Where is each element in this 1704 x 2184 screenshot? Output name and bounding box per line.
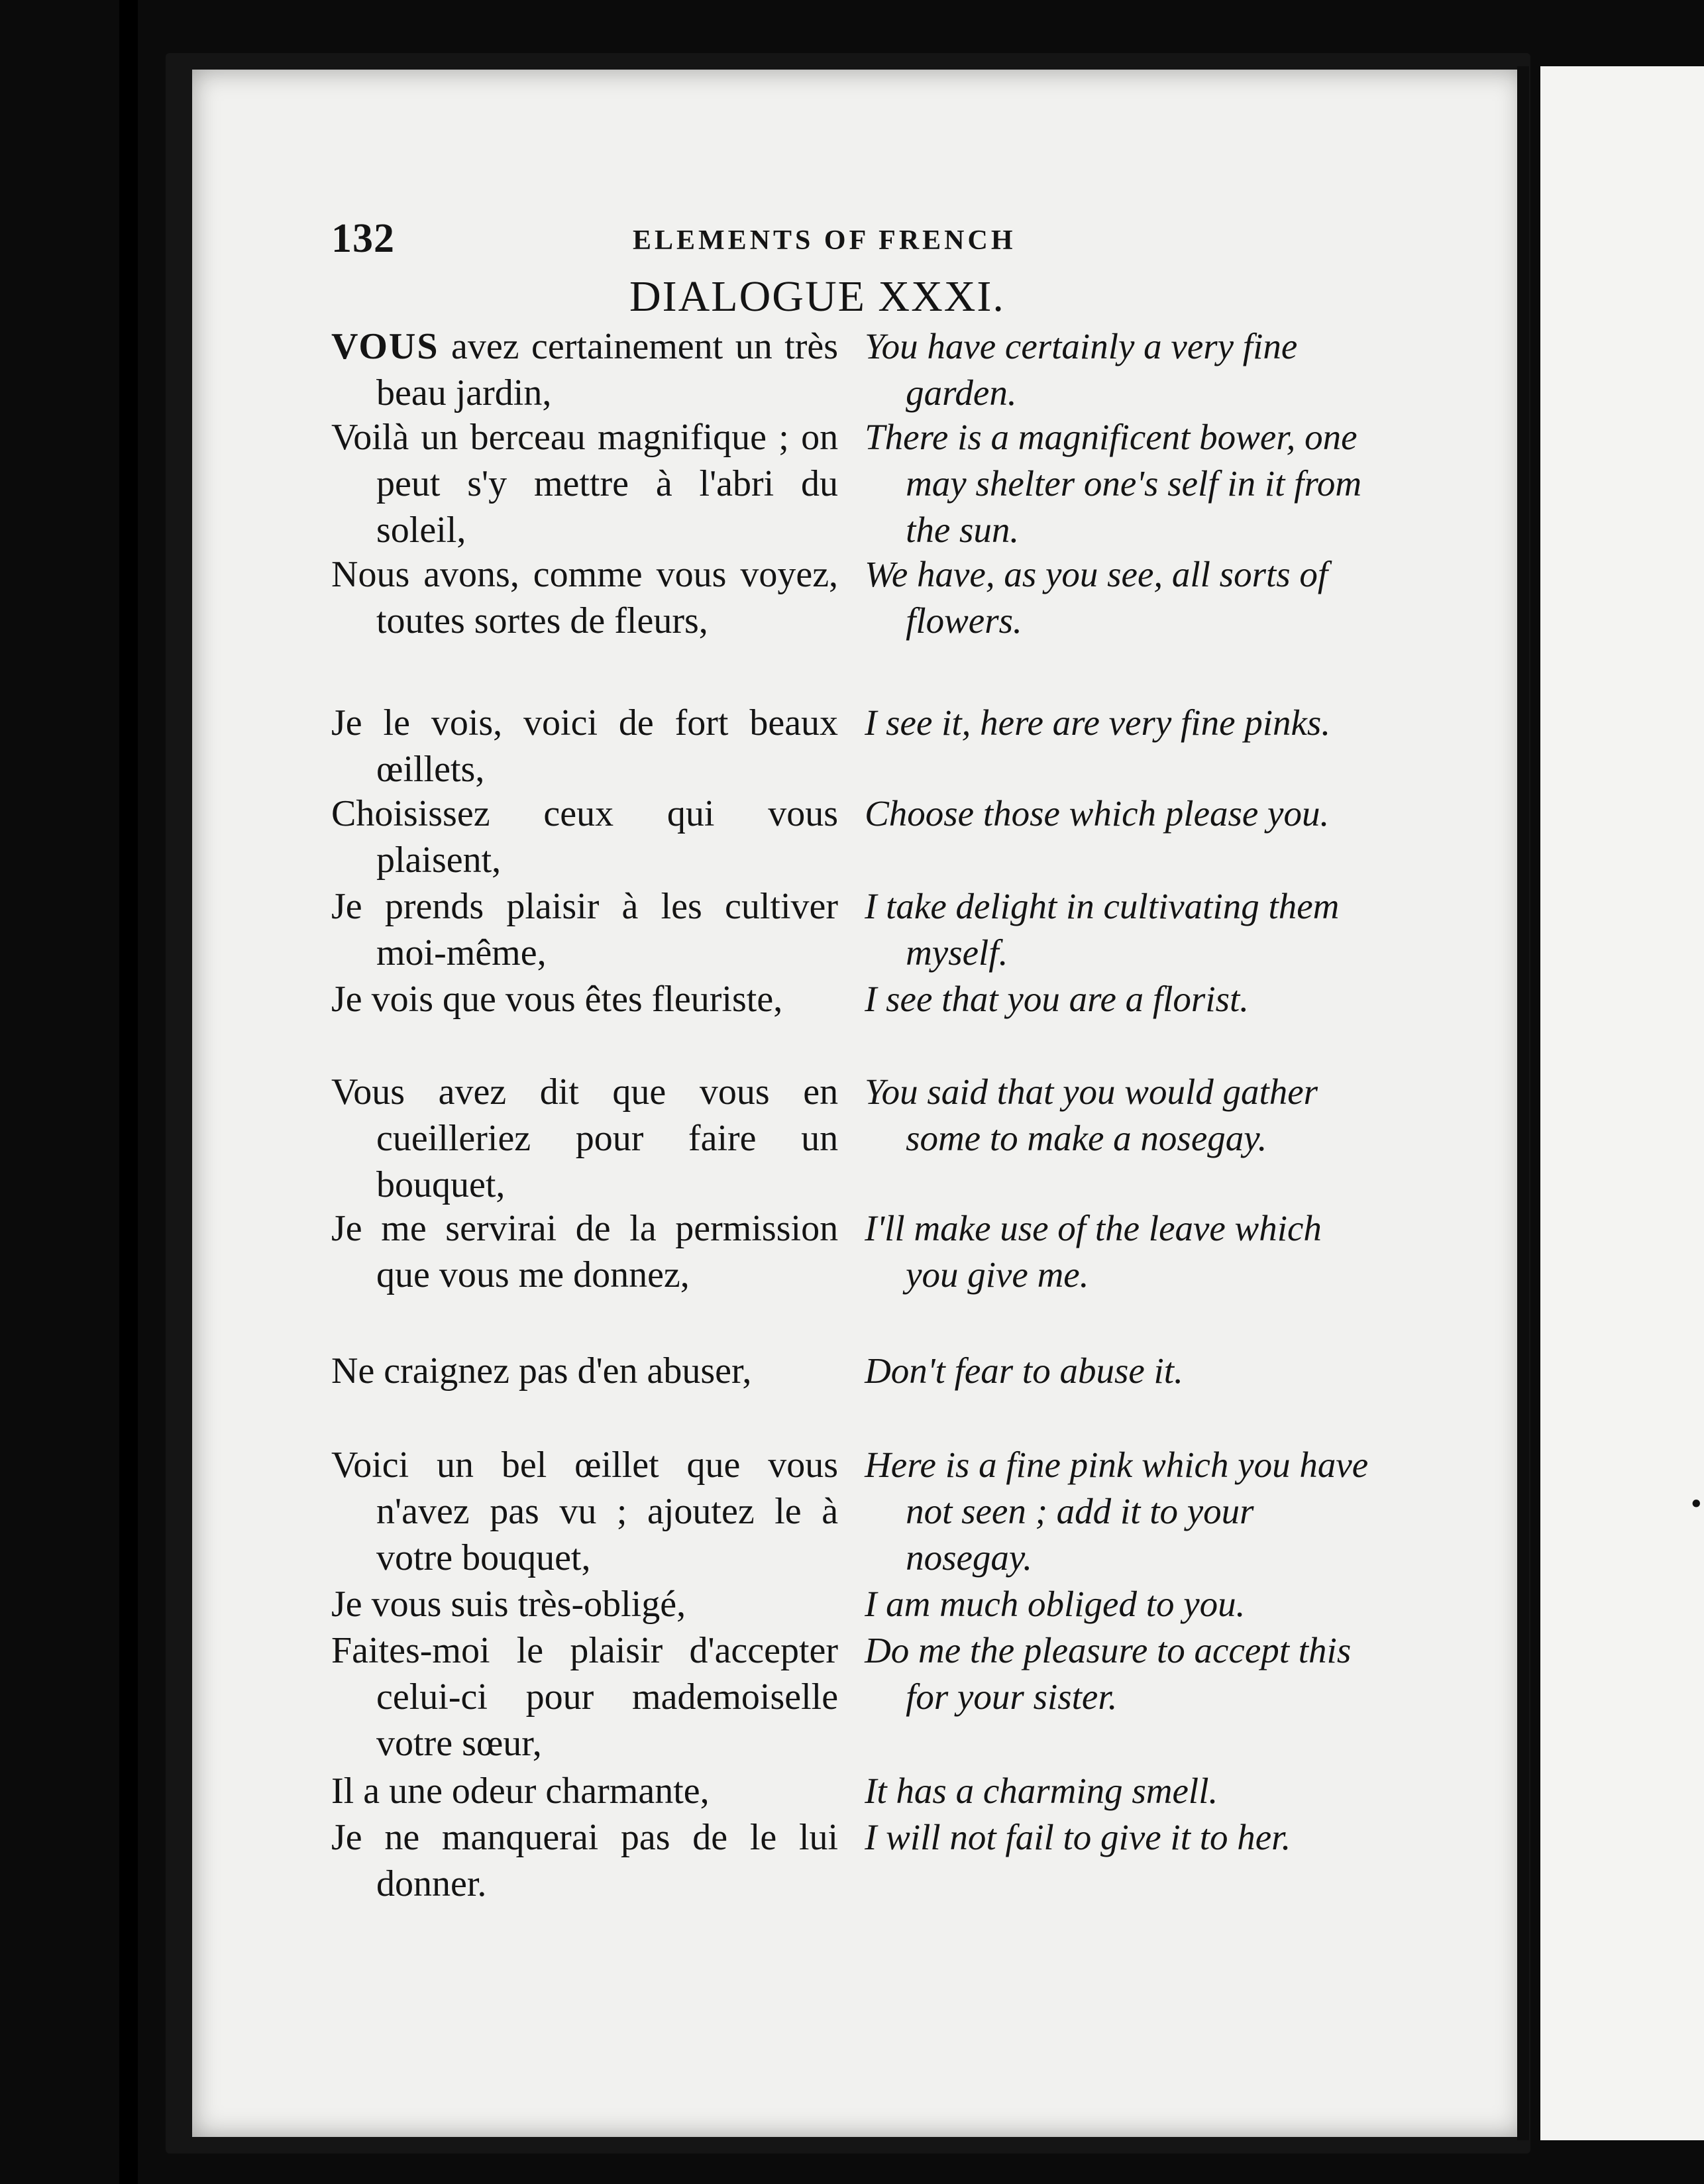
- french-text: Je vous suis très-obligé,: [331, 1584, 686, 1625]
- binding-edge: [119, 0, 138, 2184]
- page-number: 132: [331, 216, 395, 261]
- dialogue-title: DIALOGUE XXXI.: [629, 272, 1005, 321]
- english-text: I'll make use of the leave which you give me.: [865, 1208, 1322, 1295]
- english-text: Do me the pleasure to accept this for your sister.: [865, 1630, 1352, 1717]
- page-gutter: [1517, 66, 1529, 2140]
- dialogue-line: [331, 1069, 1378, 1205]
- french-text: Voilà un berceau magnifique ; on peut s'y mettre à l'abri du soleil,: [331, 417, 839, 551]
- french-text: Vous avez dit que vous en cueilleriez pour faire un bouquet,: [331, 1071, 839, 1205]
- dialogue-line: [331, 1442, 1378, 1581]
- french-text: [331, 323, 838, 414]
- english-text: We have, as you see, all sorts of flowers.: [865, 554, 1328, 641]
- english-text: Don't fear to abuse it.: [865, 1350, 1183, 1391]
- english-text: You have certainly a very fine garden.: [865, 326, 1298, 413]
- french-text: Je ne manquerai pas de le lui donner.: [331, 1817, 839, 1904]
- french-text: Il a une odeur charmante,: [331, 1771, 710, 1812]
- opening-word: VOUS: [331, 326, 439, 367]
- facing-page-glyph: ·: [1688, 1478, 1704, 1529]
- dialogue-line: [331, 700, 1378, 791]
- dialogue-line: [331, 551, 1378, 700]
- french-text: Faites-moi le plaisir d'accepter celui-ci pour mademoiselle votre sœur,: [331, 1630, 839, 1764]
- dialogue-line: [331, 1348, 1378, 1442]
- english-text: Choose those which please you.: [865, 793, 1330, 834]
- dialogue-line: [331, 791, 1378, 883]
- french-text-body: avez certainement un très beau jardin,: [376, 326, 839, 413]
- french-text: Ne craignez pas d'en abuser,: [331, 1350, 752, 1392]
- dialogue-line: [331, 976, 1378, 1069]
- english-text: It has a charming smell.: [865, 1771, 1218, 1811]
- dialogue-line: [331, 1581, 1378, 1627]
- french-text: Je prends plaisir à les cultiver moi-même,: [331, 886, 839, 973]
- dialogue-line: [331, 883, 1378, 976]
- french-text: Je vois que vous êtes fleuriste,: [331, 979, 783, 1020]
- french-text: Voici un bel œillet que vous n'avez pas vu ; ajoutez le à votre bouquet,: [331, 1445, 839, 1578]
- page-header: [331, 215, 1365, 268]
- facing-page-fragment: [1540, 66, 1704, 2140]
- english-text: I see that you are a florist.: [865, 979, 1250, 1019]
- dialogue-table: [331, 323, 1378, 1907]
- french-text: Je le vois, voici de fort beaux œillets,: [331, 702, 839, 790]
- french-text: Choisissez ceux qui vous plaisent,: [331, 793, 839, 881]
- english-text: I will not fail to give it to her.: [865, 1817, 1291, 1857]
- dialogue-line: [331, 414, 1378, 551]
- dialogue-line: [331, 323, 1378, 414]
- english-text: You said that you would gather some to make a nosegay.: [865, 1071, 1318, 1158]
- french-text: Nous avons, comme vous voyez, toutes sortes de fleurs,: [331, 554, 839, 641]
- dialogue-line: [331, 1768, 1378, 1814]
- english-text: Here is a fine pink which you have not seen ; add it to your nosegay.: [865, 1445, 1369, 1578]
- english-text: I take delight in cultivating them myself.: [865, 886, 1340, 973]
- english-text: I am much obliged to you.: [865, 1584, 1246, 1624]
- dialogue-line: [331, 1205, 1378, 1348]
- french-text: Je me servirai de la permission que vous me donnez,: [331, 1208, 839, 1295]
- dialogue-line: [331, 1627, 1378, 1768]
- dialogue-line: [331, 1814, 1378, 1907]
- english-text: I see it, here are very fine pinks.: [865, 702, 1331, 743]
- running-head: ELEMENTS OF FRENCH: [633, 225, 1016, 256]
- english-text: There is a magnificent bower, one may shelter one's self in it from the sun.: [865, 417, 1362, 550]
